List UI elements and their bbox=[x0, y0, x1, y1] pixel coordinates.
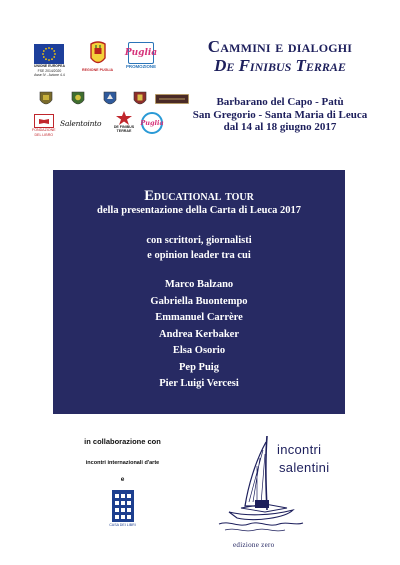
guest-item: Gabriella Buontempo bbox=[150, 295, 248, 307]
puglia-tag-text: Puglia bbox=[140, 119, 164, 127]
event-places bbox=[180, 96, 380, 134]
crest-icon-3 bbox=[103, 90, 117, 108]
event-subtitle: De Finibus Terrae bbox=[214, 56, 346, 75]
collaboration-block bbox=[55, 437, 190, 527]
puglia-tag-logo bbox=[141, 112, 163, 134]
panel-subheading: della presentazione della Carta di Leuca 2017 bbox=[97, 205, 301, 216]
eu-logo bbox=[34, 44, 65, 78]
salentointo-logo bbox=[60, 119, 101, 128]
fondazione-caption-2: DEL LIBRO bbox=[34, 132, 54, 137]
panel-heading: Educational tour bbox=[144, 188, 254, 204]
panel-intro-1: con scrittori, giornalisti bbox=[146, 235, 252, 246]
panel-intro bbox=[53, 233, 345, 263]
eu-caption-3: Asse IV - Azione 4.4 bbox=[34, 73, 65, 78]
puglia-caption: REGIONE PUGLIA bbox=[82, 68, 114, 72]
event-place-2: San Gregorio - Santa Maria di Leuca bbox=[192, 108, 368, 121]
book-icon bbox=[39, 118, 49, 124]
regione-puglia-logo bbox=[82, 40, 113, 73]
casa-dei-libri-icon bbox=[112, 490, 134, 522]
puglia-tag-mark bbox=[141, 112, 163, 134]
collaboration-org: incontri internazionali d'arte bbox=[85, 460, 160, 466]
eu-flag-icon bbox=[34, 44, 64, 64]
guest-item: Marco Balzano bbox=[164, 279, 234, 290]
definibus-caption: DE FINIBUS TERRAE bbox=[113, 125, 135, 133]
educational-tour-panel bbox=[53, 170, 345, 414]
guest-item: Emmanuel Carrère bbox=[155, 312, 243, 323]
incontri-word-2: salentini bbox=[279, 460, 330, 475]
eu-caption-1: UNIONE EUROPEA bbox=[34, 64, 65, 68]
casa-dei-libri-caption: CASA DEI LIBRI bbox=[109, 523, 136, 527]
definibus-terrae-logo bbox=[111, 111, 137, 134]
incontri-salentini-logo bbox=[215, 432, 380, 552]
partner-logos bbox=[30, 38, 175, 138]
collaboration-lead: in collaborazione con bbox=[84, 437, 161, 446]
event-place-1: Barbarano del Capo - Patù bbox=[216, 96, 344, 108]
puglia-promo-caption: PROMOZIONE bbox=[126, 64, 157, 69]
crest-icon-4 bbox=[133, 90, 147, 108]
guest-item: Andrea Kerbaker bbox=[158, 328, 239, 340]
puglia-promo-mark bbox=[124, 42, 158, 64]
incontri-word-1: incontri bbox=[277, 442, 322, 457]
eu-caption-2: FSE 2014/2020 bbox=[37, 68, 62, 73]
fondazione-libro-mark bbox=[34, 114, 54, 128]
crest-icon-2 bbox=[71, 90, 85, 108]
event-title-block bbox=[180, 38, 380, 134]
salentointo-wordmark: Salentointo bbox=[60, 119, 102, 128]
event-title: Cammini e dialoghi bbox=[207, 37, 353, 56]
puglia-promo-brand: Puglia bbox=[124, 48, 158, 58]
guest-item: Pep Puig bbox=[179, 361, 219, 373]
crest-icon-1 bbox=[39, 90, 53, 108]
collaboration-and: e bbox=[120, 476, 125, 483]
event-dates: dal 14 al 18 giugno 2017 bbox=[223, 121, 337, 133]
puglia-promozione-logo bbox=[126, 42, 156, 70]
fondazione-caption-1: FONDAZIONE bbox=[32, 128, 56, 132]
guest-item: Pier Luigi Vercesi bbox=[159, 378, 239, 389]
guest-list bbox=[53, 277, 345, 393]
panel-intro-2: e opinion leader tra cui bbox=[147, 250, 251, 261]
casa-dei-libri-logo bbox=[55, 490, 190, 527]
incontri-edition: edizione zero bbox=[233, 541, 275, 549]
definibus-star-icon bbox=[115, 111, 133, 125]
puglia-coat-icon bbox=[88, 40, 108, 68]
guest-item: Elsa Osorio bbox=[172, 345, 226, 356]
fondazione-libro-logo bbox=[32, 114, 56, 138]
